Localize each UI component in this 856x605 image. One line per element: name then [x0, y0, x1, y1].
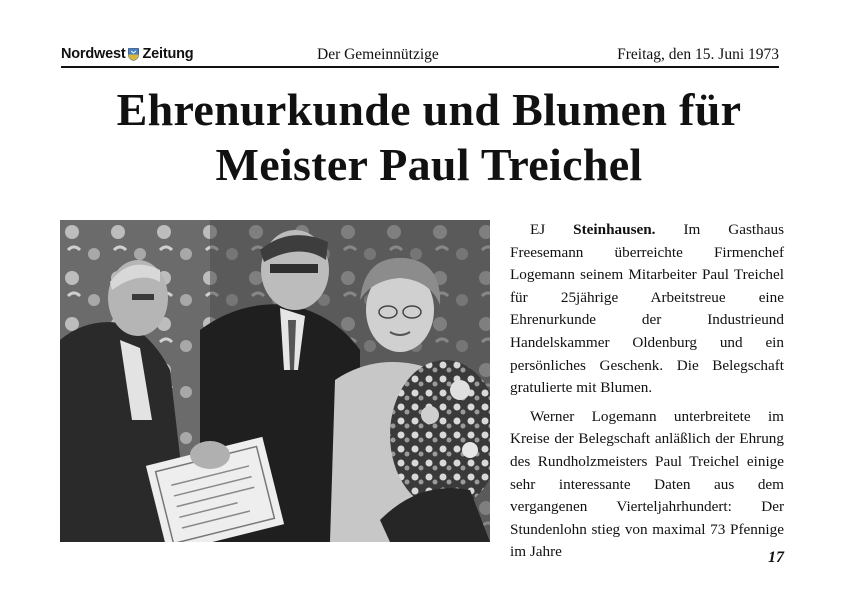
newspaper-name-part1: Nordwest — [61, 46, 126, 62]
newspaper-name — [61, 46, 193, 62]
masthead — [61, 46, 779, 68]
headline — [40, 82, 818, 192]
article-paragraph-1 — [510, 219, 784, 400]
article-photo — [60, 220, 490, 542]
headline-line-2: Meister Paul Treichel — [215, 139, 643, 190]
crest-icon — [128, 48, 139, 61]
dateline-place: Steinhausen. — [573, 221, 656, 238]
article-paragraph-2: Werner Logemann unterbreitete im Kreise der Belegschaft anläßlich der Ehrung des Rundholzmeisters Paul Treichel einige sehr interessante Daten aus dem vergangenen Vierteljahrhundert: Der Stundenlohn stieg von maximal 73 Pfennige im Jahre — [510, 407, 784, 561]
paragraph-1-text: Im Gasthaus Freesemann überreichte Firmenchef Logemann seinem Mitarbeiter Paul Treichel für 25jährige Arbeitstreue eine Ehrenurkunde der Industrieund Handelskammer Oldenburg und ein persönliches Geschenk. Die Belegschaft gratulierte mit Blumen. — [510, 221, 784, 397]
photo-illustration — [60, 220, 490, 542]
page-number: 17 — [768, 549, 784, 566]
article-body — [510, 219, 784, 564]
newspaper-name-part2: Zeitung — [142, 46, 194, 62]
section-name: Der Gemeinnützige — [317, 46, 439, 63]
dateline-prefix: EJ — [530, 221, 574, 238]
issue-date: Freitag, den 15. Juni 1973 — [617, 46, 779, 63]
headline-line-1: Ehrenurkunde und Blumen für — [116, 84, 742, 135]
